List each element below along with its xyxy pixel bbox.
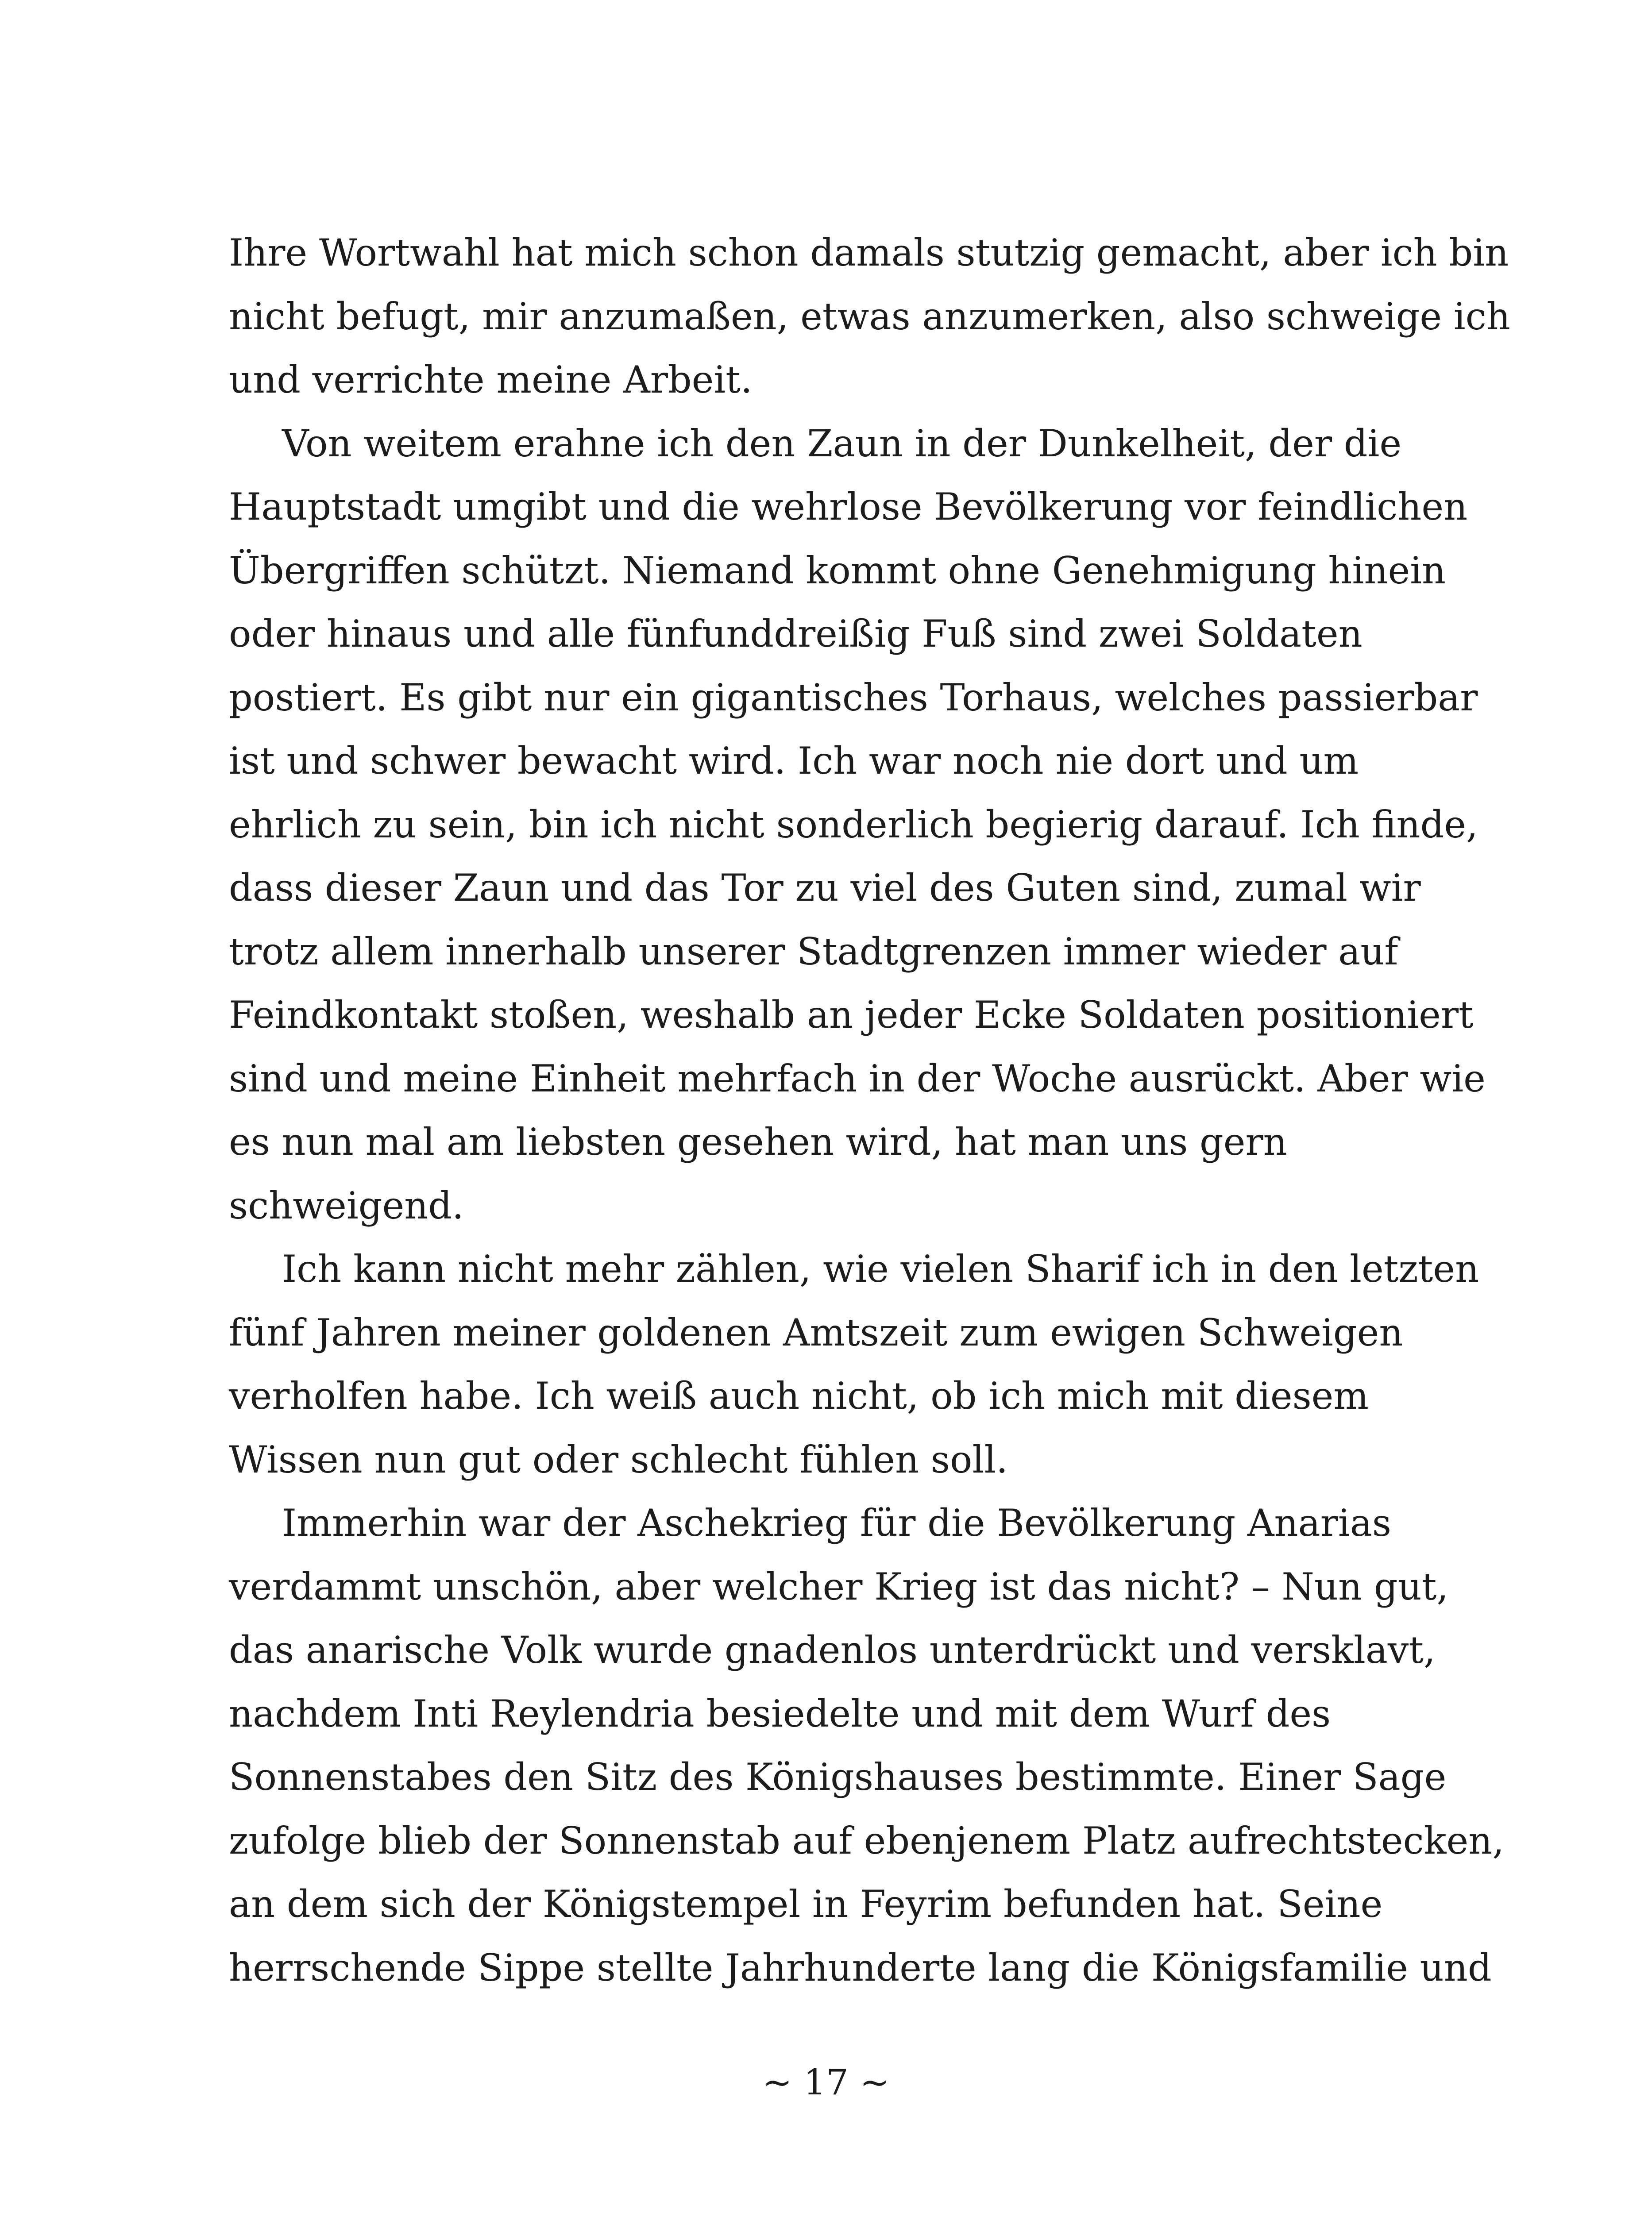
text-line: postiert. Es gibt nur ein gigantisches Torhaus, welches passierbar: [229, 675, 1478, 719]
paragraph-first-line: Von weitem erahne ich den Zaun in der Dunkelheit, der die: [282, 421, 1402, 465]
text-line: Sonnenstabes den Sitz des Königshauses bestimmte. Einer Sage: [229, 1755, 1447, 1799]
text-line: an dem sich der Königstempel in Feyrim befunden hat. Seine: [229, 1882, 1383, 1926]
text-line: schweigend.: [229, 1184, 464, 1227]
text-line: trotz allem innerhalb unserer Stadtgrenzen immer wieder auf: [229, 929, 1398, 973]
text-line: Wissen nun gut oder schlecht fühlen soll.: [229, 1438, 1008, 1481]
text-line: verholfen habe. Ich weiß auch nicht, ob ich mich mit diesem: [229, 1374, 1369, 1418]
text-line: sind und meine Einheit mehrfach in der Woche ausrückt. Aber wie: [229, 1056, 1486, 1100]
text-line: fünf Jahren meiner goldenen Amtszeit zum ewigen Schweigen: [229, 1311, 1403, 1354]
text-line: herrschende Sippe stellte Jahrhunderte lang die Königsfamilie und: [229, 1946, 1492, 1989]
text-line: nicht befugt, mir anzumaßen, etwas anzumerken, also schweige ich: [229, 294, 1510, 338]
text-line: ehrlich zu sein, bin ich nicht sonderlich begierig darauf. Ich finde,: [229, 802, 1478, 846]
paragraph-first-line: Ich kann nicht mehr zählen, wie vielen Sharif ich in den letzten: [282, 1247, 1479, 1291]
text-line: Ihre Wortwahl hat mich schon damals stutzig gemacht, aber ich bin: [229, 231, 1509, 274]
text-line: nachdem Inti Reylendria besiedelte und mit dem Wurf des: [229, 1692, 1331, 1735]
text-line: oder hinaus und alle fünfunddreißig Fuß sind zwei Soldaten: [229, 612, 1363, 655]
body-text: [229, 221, 1510, 2000]
text-line: ist und schwer bewacht wird. Ich war noch nie dort und um: [229, 739, 1359, 783]
text-line: Hauptstadt umgibt und die wehrlose Bevölkerung vor feindlichen: [229, 485, 1468, 528]
page-number: ~ 17 ~: [762, 2062, 890, 2103]
text-line: verdammt unschön, aber welcher Krieg ist das nicht? – Nun gut,: [229, 1565, 1449, 1608]
text-line: und verrichte meine Arbeit.: [229, 358, 753, 401]
text-line: dass dieser Zaun und das Tor zu viel des Guten sind, zumal wir: [229, 866, 1421, 910]
text-line: es nun mal am liebsten gesehen wird, hat man uns gern: [229, 1120, 1287, 1164]
text-line: Feindkontakt stoßen, weshalb an jeder Ecke Soldaten positioniert: [229, 993, 1474, 1037]
paragraph-first-line: Immerhin war der Aschekrieg für die Bevölkerung Anarias: [282, 1501, 1391, 1545]
text-line: zufolge blieb der Sonnenstab auf ebenjenem Platz aufrechtstecken,: [229, 1819, 1505, 1862]
text-line: Übergriffen schützt. Niemand kommt ohne Genehmigung hinein: [229, 548, 1446, 592]
text-line: das anarische Volk wurde gnadenlos unterdrückt und versklavt,: [229, 1628, 1436, 1672]
